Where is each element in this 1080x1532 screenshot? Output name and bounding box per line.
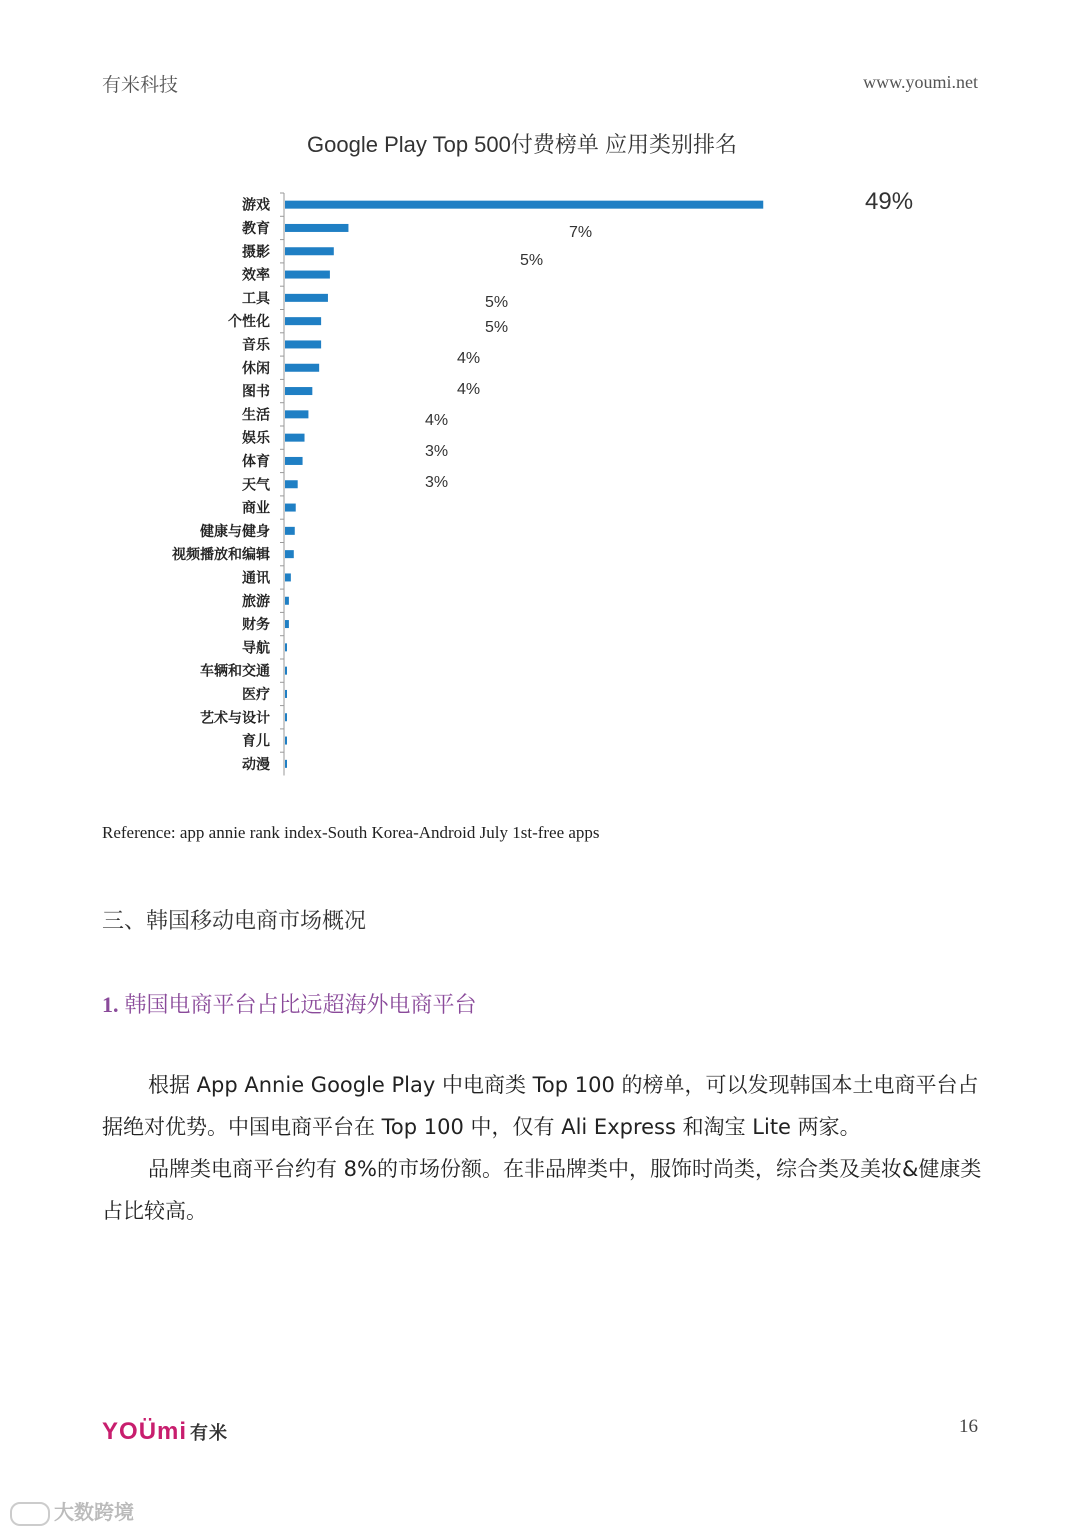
bar [285,667,287,675]
bar [285,224,348,232]
bar [285,480,298,488]
category-label: 育儿 [242,733,270,750]
data-label: 5% [485,319,509,336]
data-label: 4% [457,350,481,367]
bar [285,387,312,395]
category-label: 个性化 [228,314,270,331]
bar [285,737,287,745]
category-label: 健康与健身 [200,523,270,540]
category-label: 旅游 [242,593,270,610]
category-label: 图书 [242,384,270,401]
data-label: 3% [425,474,449,491]
reference-note: Reference: app annie rank index-South Korea-Android July 1st-free apps [102,823,600,842]
watermark: 大数跨境 [10,1496,134,1526]
bar [285,410,308,418]
data-label: 5% [520,252,544,269]
category-label: 工具 [242,290,270,307]
youmi-logo: YOÜmi 有米 [102,1418,229,1445]
bar [285,271,330,279]
category-label: 视频播放和编辑 [172,547,270,564]
category-label: 动漫 [242,756,270,773]
bar [285,457,303,465]
bar [285,294,328,302]
category-label: 娱乐 [242,430,270,447]
category-label: 导航 [242,640,270,657]
section-heading: 三、韩国移动电商市场概况 [102,909,367,934]
page-number: 16 [959,1416,978,1437]
category-label: 通讯 [242,570,270,587]
bar [285,760,287,768]
data-label: 7% [569,224,593,241]
category-label: 财务 [242,617,270,634]
category-label: 车辆和交通 [200,663,270,680]
category-label: 天气 [242,477,270,494]
header-website: www.youmi.net [863,72,978,92]
category-label: 体育 [242,453,270,470]
category-label: 休闲 [242,360,270,377]
bar [285,573,291,581]
bar [285,550,294,558]
data-label: 49% [865,188,914,215]
paragraph: 根据 App Annie Google Play 中电商类 Top 100 的榜单，可以发现韩国本土电商平台占据绝对优势。中国电商平台在 Top 100 中，仅有 Ali Express 和淘宝 Lite 两家。 [102,1073,979,1139]
watermark-logo-icon [10,1502,50,1526]
bar [285,504,296,512]
paragraph: 品牌类电商平台约有 8%的市场份额。在非品牌类中，服饰时尚类，综合类及美妆&健康类占比较高。 [102,1157,982,1223]
data-label: 3% [425,443,449,460]
bar [285,340,321,348]
bar [285,713,287,721]
sub-heading-text: 韩国电商平台占比远超海外电商平台 [124,993,477,1018]
body-text [102,1064,982,1232]
category-label: 教育 [242,220,270,237]
header-company: 有米科技 [102,74,179,96]
category-label: 医疗 [242,686,270,703]
bar [285,434,305,442]
data-label: 5% [485,294,509,311]
bar [285,247,334,255]
category-label: 音乐 [242,337,270,354]
bar [285,690,287,698]
data-label: 4% [457,381,481,398]
sub-heading-number: 1. [102,992,119,1017]
category-label: 效率 [242,267,270,284]
category-label: 生活 [242,407,270,424]
bar [285,201,763,209]
data-label: 4% [425,412,449,429]
category-label: 摄影 [242,244,270,261]
category-label: 游戏 [242,197,270,214]
bar [285,597,289,605]
bar [285,620,289,628]
category-label: 艺术与设计 [200,710,270,727]
sub-heading [102,988,477,1019]
bar [285,317,321,325]
bar [285,364,319,372]
bar [285,527,295,535]
chart-title: Google Play Top 500付费榜单 应用类别排名 [307,132,737,157]
category-label: 商业 [242,500,270,517]
bar [285,643,287,651]
